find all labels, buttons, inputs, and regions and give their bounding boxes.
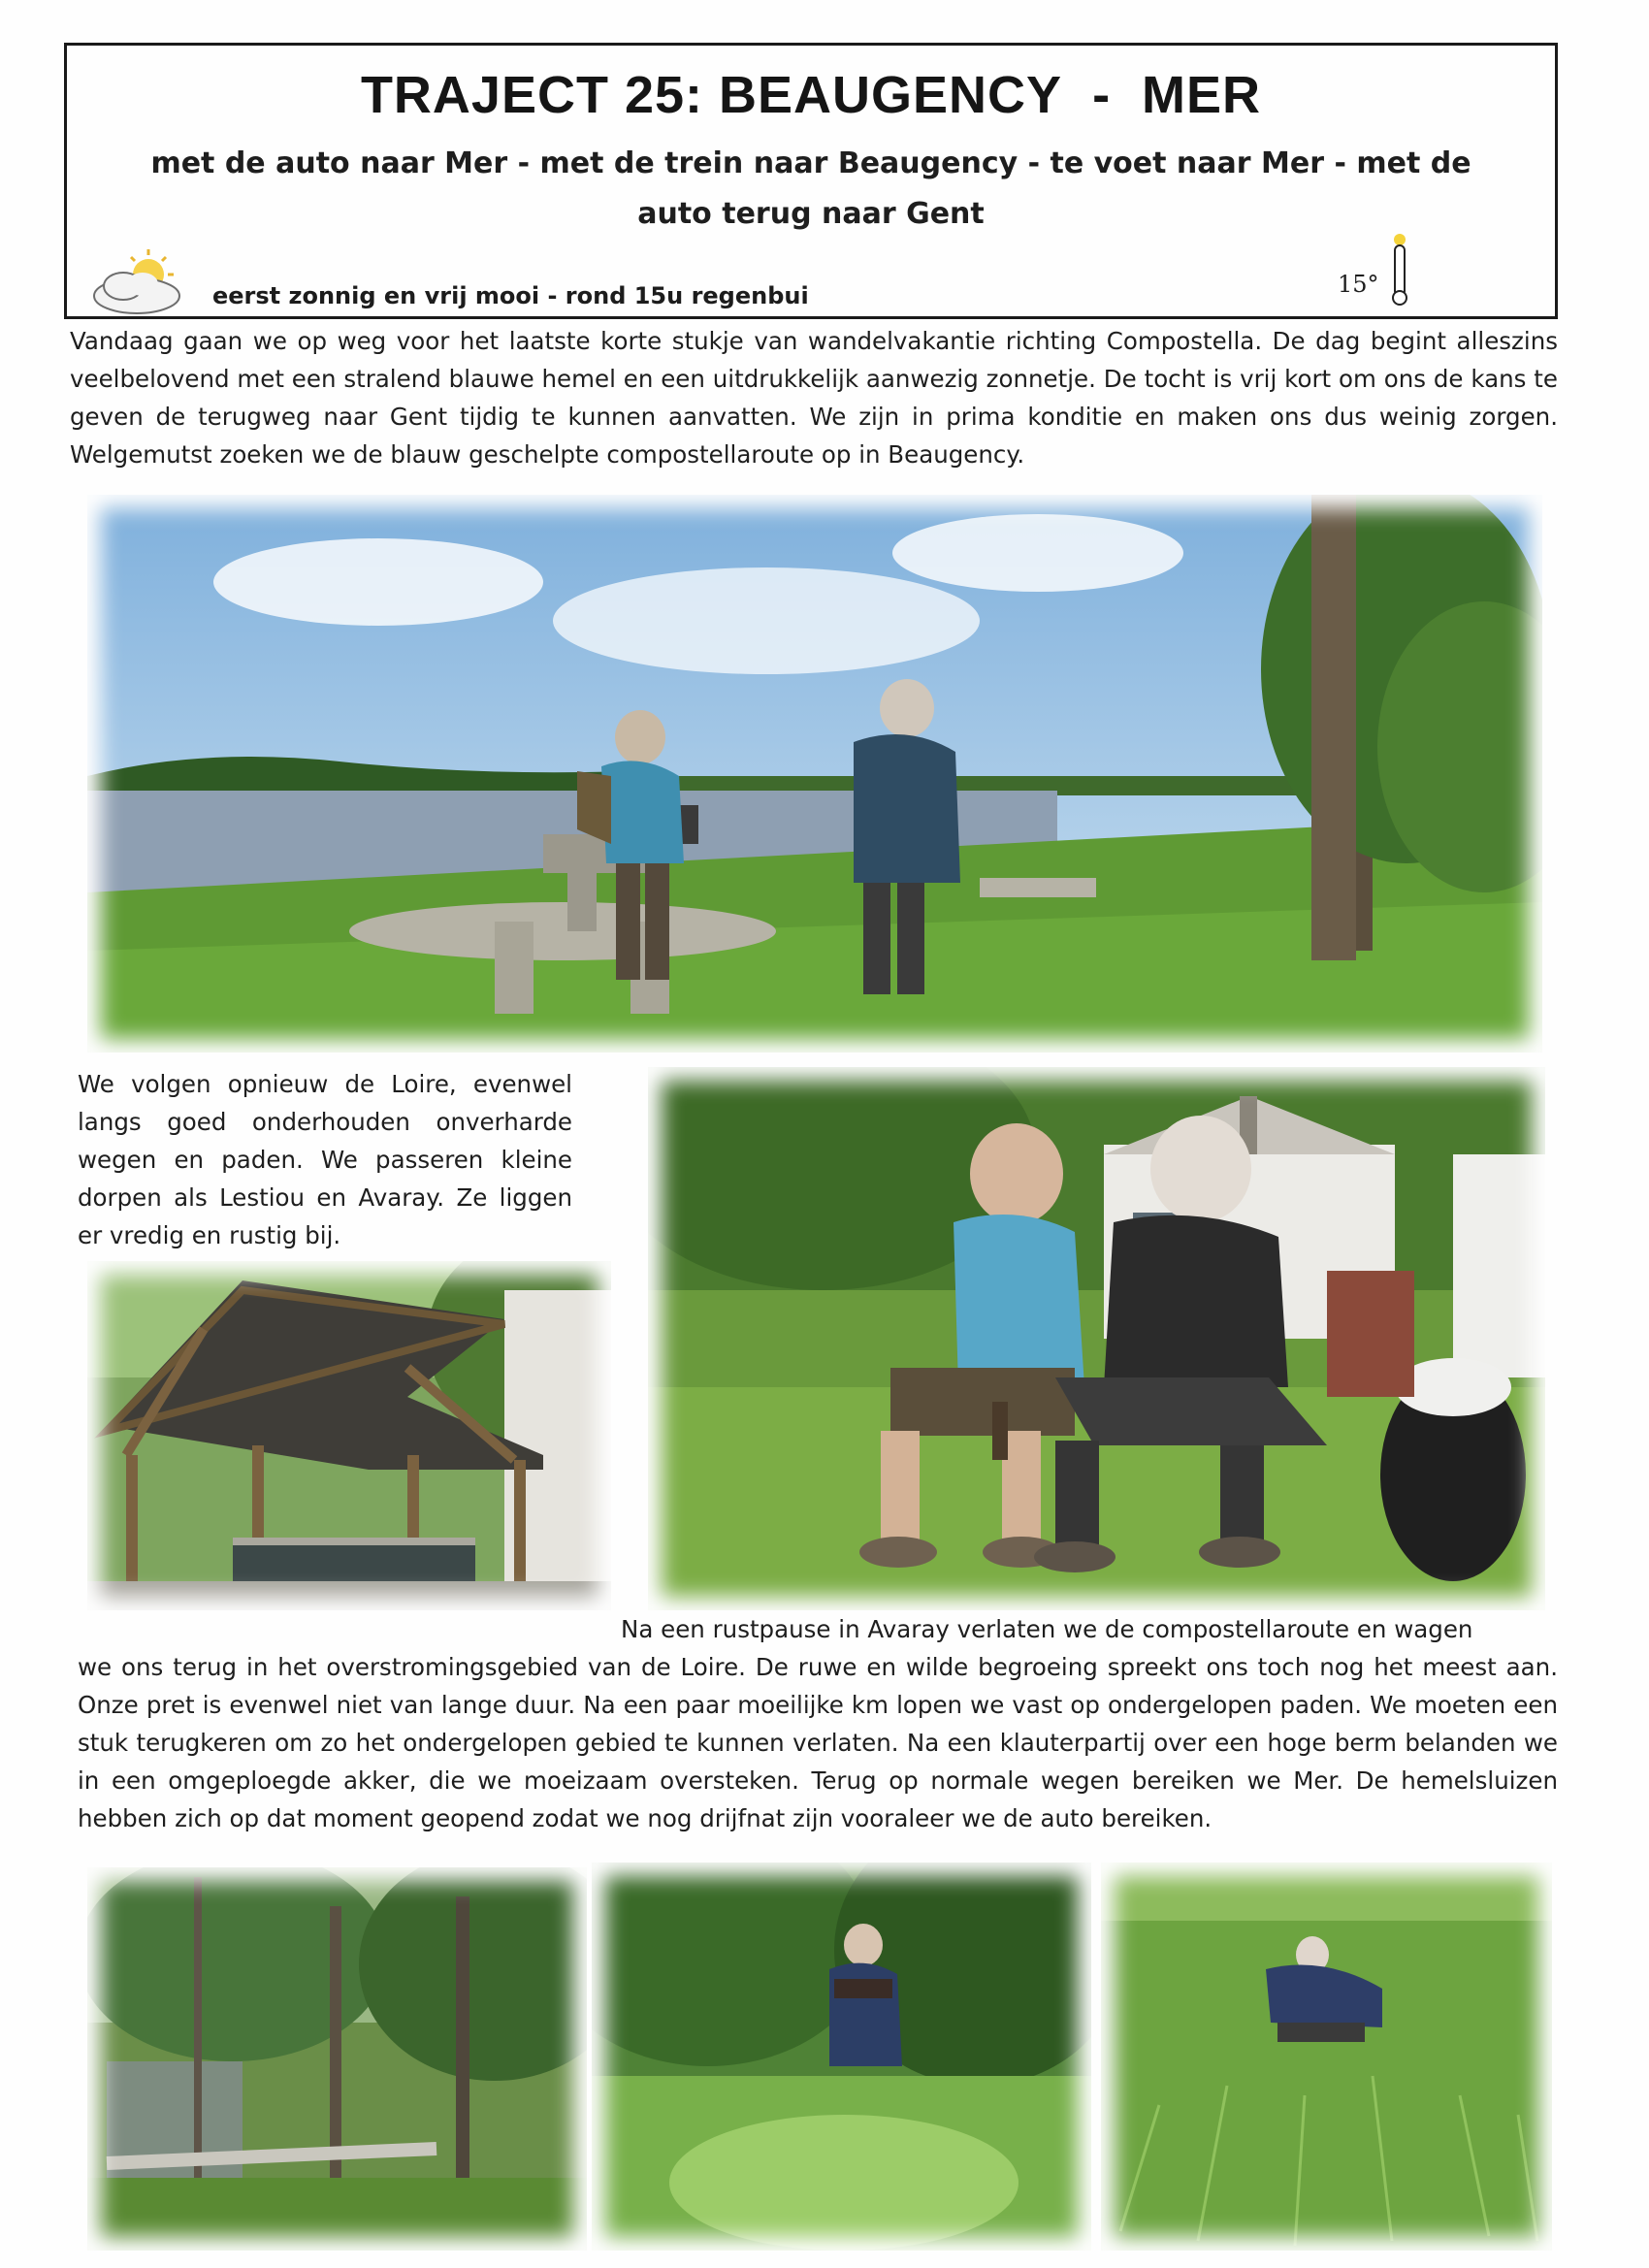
rest-paragraph: we ons terug in het overstromingsgebied van de Loire. De ruwe en wilde begroeing spreekt ons toch nog het meest aan. Onze pret is evenwel niet van lange duur. Na een paar moeilijke km lopen we vast op ondergelopen paden. We moeten een stuk terugkeren om zo het ondergelopen gebied te kunnen verlaten. Na een klauterpartij over een hoge berm belanden we in een omgeploegde akker, die we moeizaam oversteken. Terug op normale wegen bereiken we Mer. De hemelsluizen hebben zich op dat moment geopend zodat we nog drijfnat zijn vooraleer we de auto bereiken. [78, 1653, 1558, 1832]
photo-ploughed-field [1101, 1863, 1552, 2251]
temperature: 15° [1338, 271, 1379, 298]
photo-loire-picnic [87, 495, 1542, 1053]
intro-paragraph: Vandaag gaan we op weg voor het laatste korte stukje van wandelvakantie richting Compostella. De dag begint alleszins veelbelovend met een stralend blauwe hemel en een uitdrukkelijk aanwezig zonnetje. De tocht is vrij kort om ons de kans te geven de terugweg naar Gent tijdig te kunnen aanvatten. We zijn in prima konditie en maken ons dus weinig zorgen. Welgemutst zoeken we de blauw geschelpte compostellaroute op in Beaugency. [70, 327, 1558, 469]
photo-wooden-shelter [87, 1261, 611, 1610]
header-box [64, 43, 1558, 319]
thermometer-icon [1388, 230, 1411, 308]
partly-cloudy-icon [84, 245, 201, 323]
page-title: TRAJECT 25: BEAUGENCY - MER [360, 66, 1262, 124]
photo-flooded-woods [87, 1867, 587, 2251]
rest-paragraph-first-line: Na een rustpause in Avaray verlaten we de compostellaroute en wagen [621, 1615, 1473, 1643]
photo-lunch-break [648, 1067, 1545, 1610]
loire-paragraph: We volgen opnieuw de Loire, evenwel langs goed onderhouden onverharde wegen en paden. We passeren kleine dorpen als Lestiou en Avaray. Ze liggen er vredig en rustig bij. [78, 1070, 572, 1249]
weather-text: eerst zonnig en vrij mooi - rond 15u regenbui [212, 282, 809, 309]
photo-overgrown-path [592, 1863, 1091, 2251]
page-subtitle: met de auto naar Mer - met de trein naar Beaugency - te voet naar Mer - met de auto terug naar Gent [150, 146, 1471, 231]
